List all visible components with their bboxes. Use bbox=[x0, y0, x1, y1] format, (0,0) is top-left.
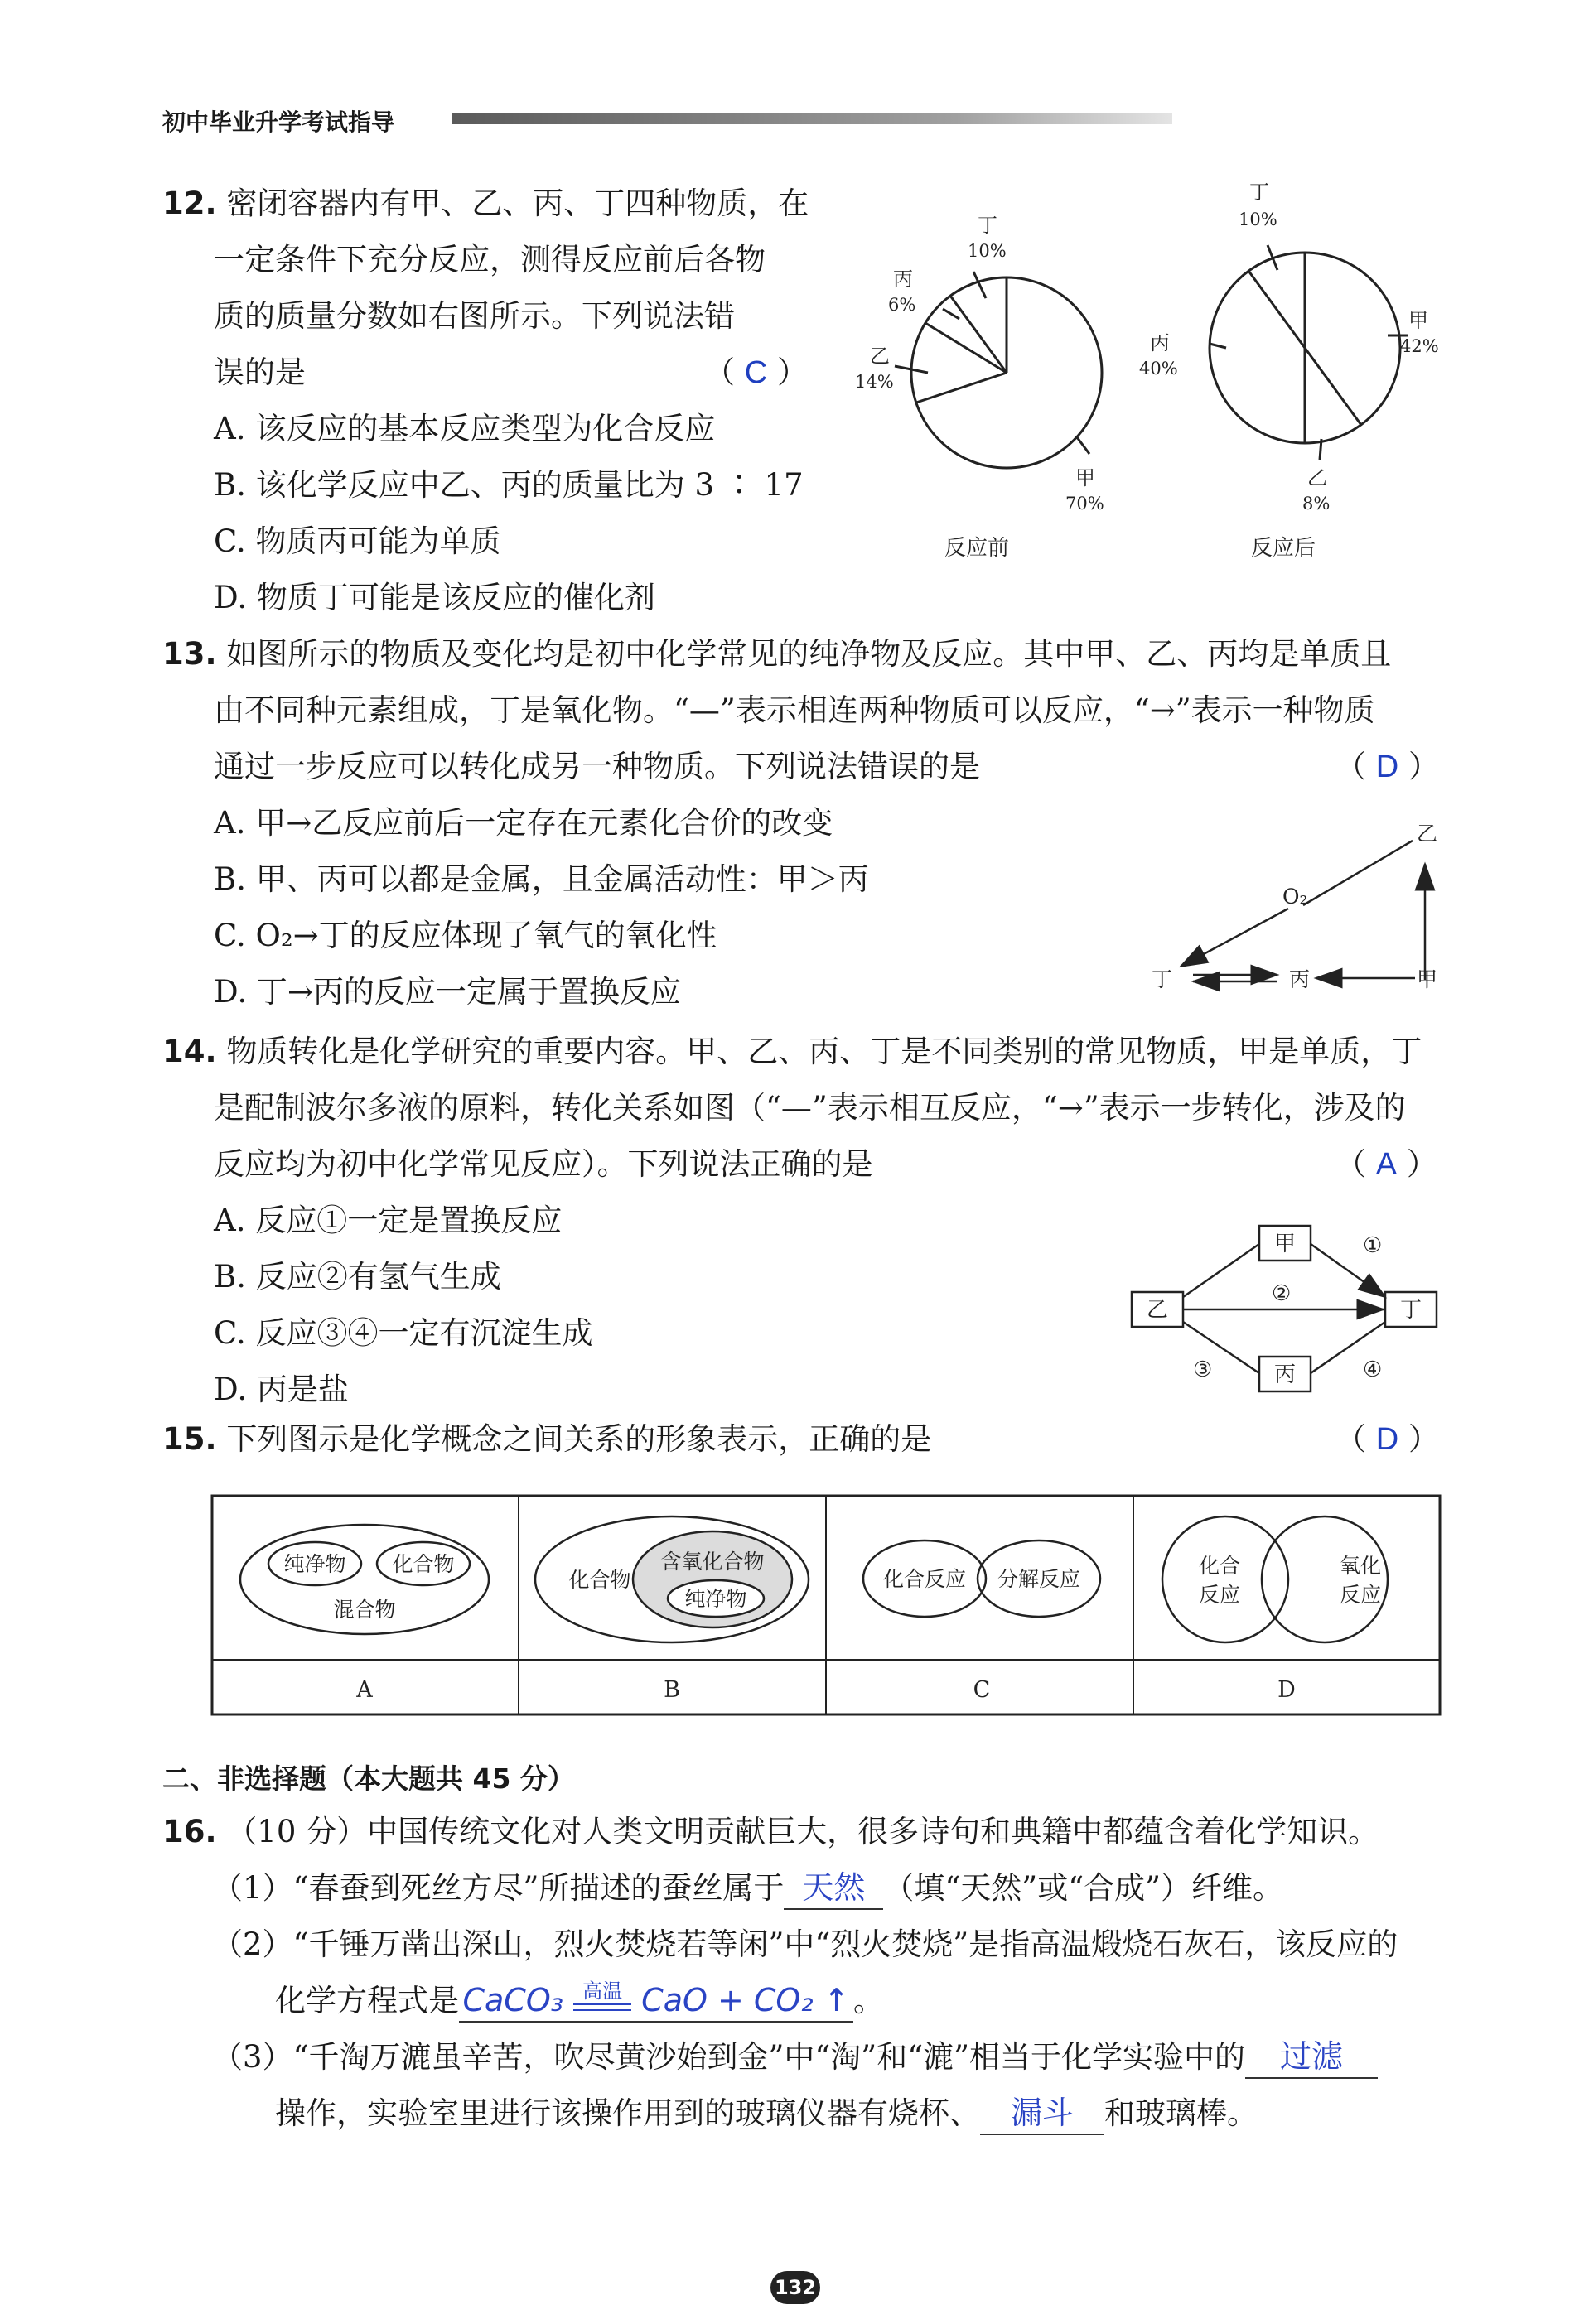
q16-p3-answer2: 漏斗 bbox=[980, 2092, 1104, 2135]
pie-before-label-jia: 甲 bbox=[1075, 466, 1095, 489]
q16-p1-pre: （1）“春蚕到死丝方尽”所描述的蚕丝属于 bbox=[212, 1870, 785, 1906]
pie-before-label-ding: 丁 bbox=[978, 214, 997, 237]
q14-box-yi-label: 乙 bbox=[1147, 1298, 1169, 1323]
q15-answer: D bbox=[1375, 1422, 1399, 1457]
q13-diagram bbox=[1143, 816, 1442, 1002]
q16-p2-post: 。 bbox=[853, 1983, 884, 2018]
pie-before-pct-bing: 6% bbox=[888, 295, 916, 315]
q14-mark-1: ① bbox=[1363, 1233, 1383, 1258]
panel-a-t3: 混合物 bbox=[333, 1598, 396, 1622]
panel-d-t1b: 反应 bbox=[1198, 1583, 1241, 1607]
q13-node-jia: 甲 bbox=[1417, 967, 1438, 991]
q16-block bbox=[162, 1804, 1398, 2142]
q14-number: 14. bbox=[162, 1034, 217, 1069]
panel-a-t1: 纯净物 bbox=[283, 1552, 346, 1576]
q14-answer: A bbox=[1375, 1147, 1398, 1182]
panel-d-diagram bbox=[1162, 1516, 1388, 1642]
q16-eq-left: CaCO₃ bbox=[462, 1982, 563, 2018]
q16-p3-pre2: 操作，实验室里进行该操作用到的玻璃仪器有烧杯、 bbox=[275, 2095, 980, 2131]
pie-before-pct-ding: 10% bbox=[968, 241, 1007, 261]
q14-line-2: 是配制波尔多液的原料，转化关系如图（“—”表示相互反应，“→”表示一步转化，涉及的 bbox=[214, 1090, 1406, 1126]
panel-c-t2: 分解反应 bbox=[997, 1567, 1081, 1591]
q13-answer: D bbox=[1375, 750, 1399, 784]
q12-option-a: A. 该反应的基本反应类型为化合反应 bbox=[214, 411, 716, 446]
panel-a-label: A bbox=[356, 1677, 373, 1703]
q16-p3-line1: （3）“千淘万漉虽辛苦，吹尽黄沙始到金”中“淘”和“漉”相当于化学实验中的 bbox=[212, 2039, 1246, 2075]
q14-box-ding-label: 丁 bbox=[1400, 1298, 1422, 1323]
pie-after-pct-ding: 10% bbox=[1239, 210, 1277, 229]
pie-before-pct-yi: 14% bbox=[855, 372, 894, 392]
q12-line-4: 误的是 bbox=[214, 354, 306, 390]
q12-answer-bracket: （ C ） bbox=[704, 354, 808, 390]
pie-before-slice-line bbox=[950, 296, 1007, 373]
q16-p2-equation bbox=[459, 1979, 853, 2023]
q13-node-ding: 丁 bbox=[1152, 967, 1173, 991]
q14-answer-bracket: （ A ） bbox=[1335, 1146, 1437, 1182]
q14-option-a: A. 反应①一定是置换反应 bbox=[214, 1203, 563, 1238]
q13-number: 13. bbox=[162, 636, 217, 672]
panel-c-t1: 化合反应 bbox=[882, 1567, 967, 1591]
page-number: 132 bbox=[770, 2271, 820, 2304]
pie-after-pct-bing: 40% bbox=[1139, 359, 1178, 378]
panel-b-t1: 化合物 bbox=[568, 1568, 631, 1592]
q13-line-3: 通过一步反应可以转化成另一种物质。下列说法错误的是 bbox=[214, 749, 980, 784]
pie-after-label-ding: 丁 bbox=[1249, 181, 1269, 204]
pie-before-slice-line bbox=[916, 373, 1007, 403]
q13-line-1: 如图所示的物质及变化均是初中化学常见的纯净物及反应。其中甲、乙、丙均是单质且 bbox=[226, 636, 1392, 672]
q15-answer-bracket: （ D ） bbox=[1335, 1421, 1439, 1457]
panel-b-t2: 含氧化合物 bbox=[660, 1550, 765, 1574]
panel-a-t2: 化合物 bbox=[392, 1552, 455, 1576]
pie-before-slice-line bbox=[925, 323, 1007, 373]
q12-block bbox=[162, 176, 809, 626]
q16-intro: （10 分）中国传统文化对人类文明贡献巨大，很多诗句和典籍中都蕴含着化学知识。 bbox=[226, 1814, 1379, 1849]
q12-option-b: B. 该化学反应中乙、丙的质量比为 3 ∶ 17 bbox=[214, 467, 804, 503]
panel-d-t1a: 化合 bbox=[1198, 1554, 1241, 1578]
panel-d-t2a: 氧化 bbox=[1339, 1554, 1382, 1578]
pie-before-caption: 反应前 bbox=[944, 536, 1010, 561]
q13-node-bing: 丙 bbox=[1289, 967, 1311, 991]
header-rule bbox=[452, 113, 1172, 124]
q16-p3-answer1: 过滤 bbox=[1245, 2036, 1378, 2079]
q14-diagram bbox=[1127, 1217, 1442, 1400]
q14-line-1: 物质转化是化学研究的重要内容。甲、乙、丙、丁是不同类别的常见物质，甲是单质，丁 bbox=[226, 1034, 1422, 1069]
panel-c-label: C bbox=[973, 1677, 991, 1703]
q16-p1-answer: 天然 bbox=[784, 1867, 883, 1910]
pie-after-pct-jia: 42% bbox=[1400, 336, 1439, 356]
q16-p2-pre: 化学方程式是 bbox=[275, 1983, 459, 2018]
q15-concept-table bbox=[210, 1494, 1442, 1718]
header-title: 初中毕业升学考试指导 bbox=[162, 108, 395, 136]
q15-text: 下列图示是化学概念之间关系的形象表示，正确的是 bbox=[226, 1421, 932, 1457]
q14-mark-3: ③ bbox=[1193, 1357, 1213, 1382]
q13-node-yi: 乙 bbox=[1417, 822, 1438, 846]
q16-p2-line1: （2）“千锤万凿出深山，烈火焚烧若等闲”中“烈火焚烧”是指高温煅烧石灰石，该反应的 bbox=[212, 1926, 1398, 1962]
q16-p3-post2: 和玻璃棒。 bbox=[1104, 2095, 1258, 2131]
q12-option-c: C. 物质丙可能为单质 bbox=[214, 523, 501, 559]
panel-b-t3: 纯净物 bbox=[684, 1587, 747, 1611]
pie-after-label-bing: 丙 bbox=[1150, 331, 1170, 354]
q12-number: 12. bbox=[162, 186, 217, 221]
pie-after-label-yi: 乙 bbox=[1307, 466, 1327, 489]
q12-line-2: 一定条件下充分反应，测得反应前后各物 bbox=[214, 242, 766, 277]
q16-number: 16. bbox=[162, 1814, 217, 1849]
q15-number: 15. bbox=[162, 1421, 217, 1457]
q16-eq-right: CaO + CO₂ ↑ bbox=[641, 1982, 850, 2018]
q16-p1-post: （填“天然”或“合成”）纤维。 bbox=[883, 1870, 1284, 1906]
q13-node-o2: O₂ bbox=[1282, 885, 1308, 909]
q14-box-jia-label: 甲 bbox=[1274, 1232, 1297, 1256]
pie-before-label-bing: 丙 bbox=[893, 268, 913, 291]
q13-option-d: D. 丁→丙的反应一定属于置换反应 bbox=[214, 974, 681, 1010]
q13-option-c: C. O₂→丁的反应体现了氧气的氧化性 bbox=[214, 918, 717, 953]
q13-line-2: 由不同种元素组成，丁是氧化物。“—”表示相连两种物质可以反应，“→”表示一种物质 bbox=[214, 692, 1375, 728]
q13-option-b: B. 甲、丙可以都是金属，且金属活动性：甲＞丙 bbox=[214, 861, 869, 897]
q12-line-3: 质的质量分数如右图所示。下列说法错 bbox=[214, 298, 735, 334]
q12-pie-charts bbox=[837, 174, 1439, 571]
q14-option-d: D. 丙是盐 bbox=[214, 1372, 349, 1407]
pie-before-label-yi: 乙 bbox=[870, 345, 890, 368]
pie-after-label-jia: 甲 bbox=[1408, 309, 1428, 332]
q14-option-b: B. 反应②有氢气生成 bbox=[214, 1259, 501, 1295]
section2-title: 二、非选择题（本大题共 45 分） bbox=[162, 1762, 575, 1795]
q14-mark-2: ② bbox=[1272, 1281, 1292, 1306]
q14-mark-4: ④ bbox=[1363, 1357, 1383, 1382]
pie-before-pct-jia: 70% bbox=[1065, 494, 1104, 513]
q14-option-c: C. 反应③④一定有沉淀生成 bbox=[214, 1315, 593, 1351]
panel-d-label: D bbox=[1277, 1677, 1296, 1703]
q16-eq-condition: 高温 bbox=[582, 1979, 623, 2003]
q13-answer-bracket: （ D ） bbox=[1335, 749, 1439, 784]
q14-line-3: 反应均为初中化学常见反应）。下列说法正确的是 bbox=[214, 1146, 873, 1182]
q12-line-1: 密闭容器内有甲、乙、丙、丁四种物质，在 bbox=[226, 186, 809, 221]
q12-option-d: D. 物质丁可能是该反应的催化剂 bbox=[214, 580, 655, 615]
panel-d-t2b: 反应 bbox=[1339, 1583, 1382, 1607]
pie-after-pct-yi: 8% bbox=[1302, 494, 1331, 513]
panel-b-label: B bbox=[664, 1677, 680, 1703]
q13-option-a: A. 甲→乙反应前后一定存在元素化合价的改变 bbox=[214, 805, 833, 841]
q12-answer: C bbox=[744, 355, 768, 390]
q14-box-bing-label: 丙 bbox=[1274, 1362, 1297, 1387]
pie-after-caption: 反应后 bbox=[1251, 536, 1316, 561]
q15-block bbox=[162, 1411, 931, 1468]
